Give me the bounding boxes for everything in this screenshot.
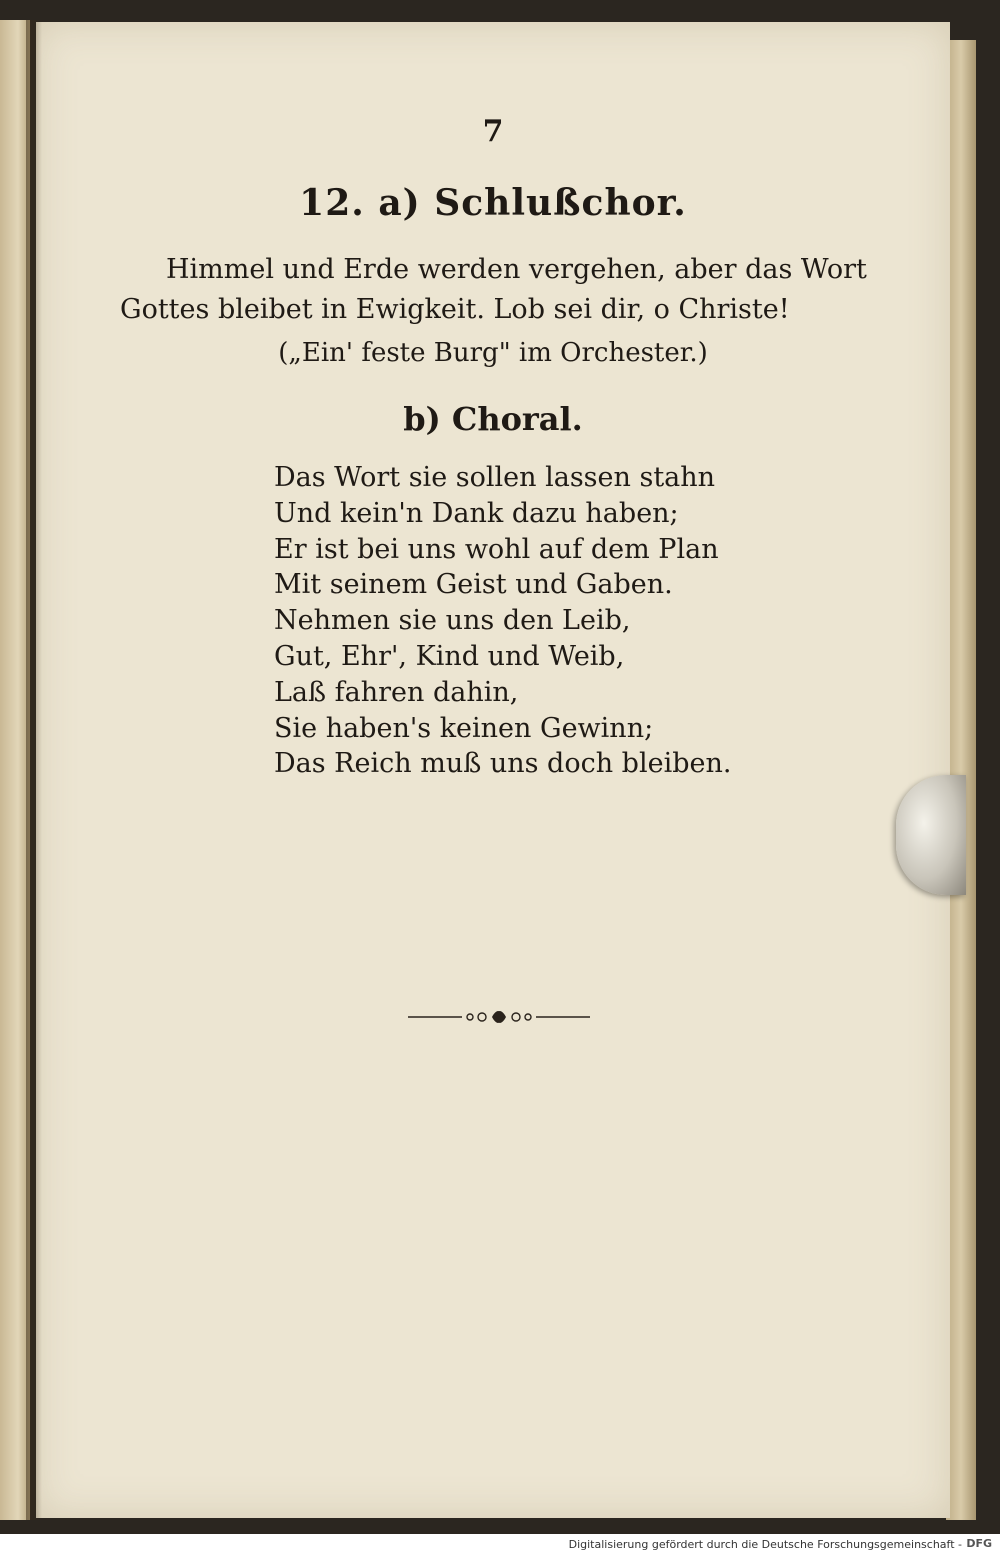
stanza-line: Mit seinem Geist und Gaben. xyxy=(274,569,673,601)
choral-heading: b) Choral. xyxy=(403,400,583,438)
stanza-line: Das Reich muß uns doch bleiben. xyxy=(274,748,732,780)
stanza-line: Sie haben's keinen Gewinn; xyxy=(274,712,654,744)
stanza-line: Er ist bei uns wohl auf dem Plan xyxy=(274,533,719,565)
ornament-divider-icon xyxy=(404,1006,594,1028)
prose-paragraph xyxy=(120,250,880,330)
prose-line: Gottes bleibet in Ewigkeit. Lob sei dir, o Christe! xyxy=(120,294,790,325)
choral-stanza xyxy=(274,460,834,782)
stanza-line: Gut, Ehr', Kind und Weib, xyxy=(274,640,625,672)
page-number: 7 xyxy=(482,114,504,149)
orchestra-note: („Ein' feste Burg" im Orchester.) xyxy=(278,338,708,368)
footer-bar xyxy=(0,1534,1000,1556)
section-heading: 12. a) Schlußchor. xyxy=(299,182,687,224)
footer-credit: Digitalisierung gefördert durch die Deutsche Forschungsgemeinschaft - xyxy=(568,1538,962,1551)
spine-shadow xyxy=(26,20,42,1520)
stanza-line: Nehmen sie uns den Leib, xyxy=(274,605,631,637)
book-page xyxy=(36,22,950,1518)
stanza-line: Und kein'n Dank dazu haben; xyxy=(274,497,679,529)
stanza-line: Das Wort sie sollen lassen stahn xyxy=(274,462,716,493)
dfg-logo-icon: DFG xyxy=(966,1537,992,1550)
stanza-line: Laß fahren dahin, xyxy=(274,676,519,708)
prose-line: Himmel und Erde werden vergehen, aber das Wort xyxy=(166,254,867,285)
